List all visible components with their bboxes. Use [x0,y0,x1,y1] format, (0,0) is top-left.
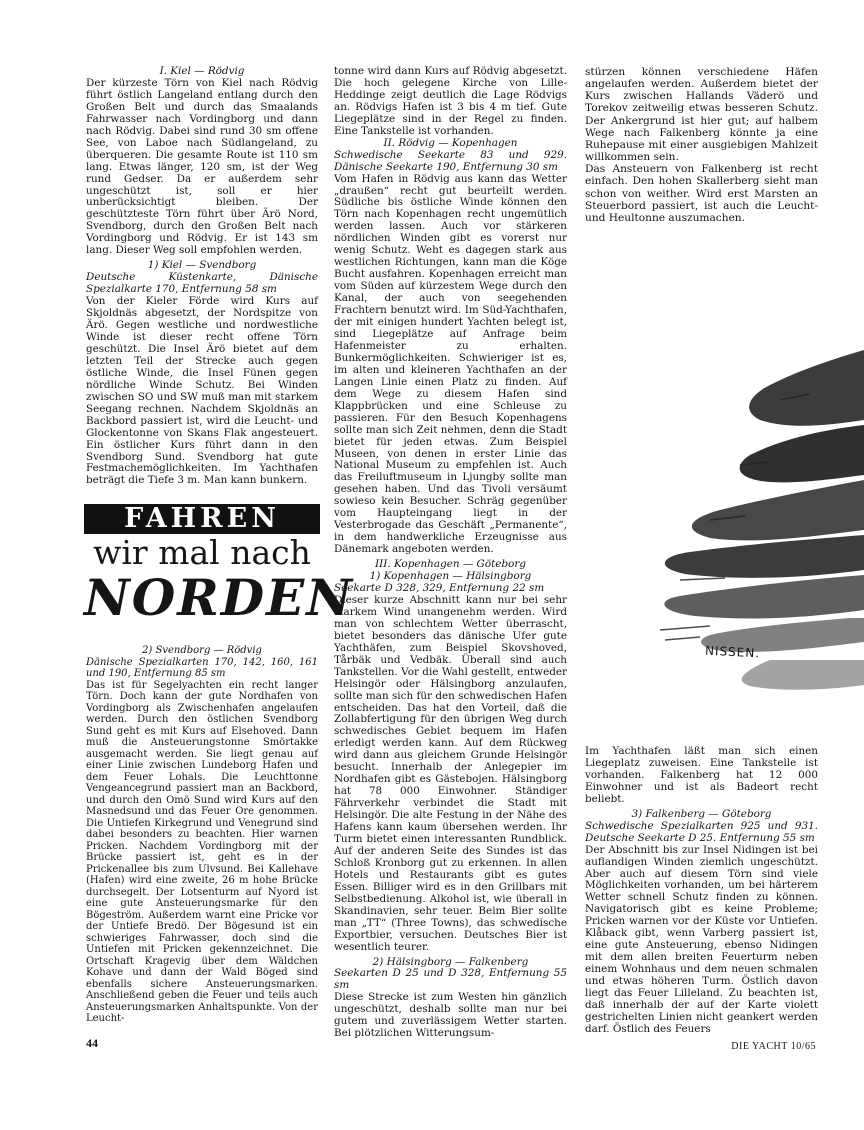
chart-reference: Seekarte D 328, 329, Entfernung 22 sm [334,581,545,594]
title-line-fahren: FAHREN [84,504,320,534]
section-heading: 1) Kiel — Svendborg [147,259,257,272]
magazine-issue: DIE YACHT 10/65 [731,1041,816,1052]
section-body: Das ist für Segelyachten ein recht langer Törn. Doch kann der gute Nordhafen von Vordingborg als Zwischenhafen angelaufen werden. Durch den östlichen Svendborg Sund geht es mit Kurs auf Elsehoved. Dann muß die Ansteuerungstonne Smörtakke ausgemacht werden. Sie liegt genau auf einer Linie zwischen Lundeborg Hafen und dem Feuer Lohals. Die Leuchttonne Vengeancegrund passiert man an Backbord, und durch den Omö Sund wird Kurs auf den Masnedsund und das Feuer Ore genommen. Die Untiefen Kirkegrund und Venegrund sind dabei besonders zu beachten. Hier warnen Pricken. Nachdem Vordingborg mit der Brücke passiert ist, geht es in der Prickenallee bis zum Ulvsund. Bei Kallehave (Hafen) wird eine zweite, 26 m hohe Brücke durchsegelt. Der Lotsenturm auf Nyord ist eine gute Ansteuerungsmarke für den Bögeström. Außerdem warnt eine Pricke vor der Untiefe Bredö. Der Bögesund ist ein schwieriges Fahrwasser, doch sind die Untiefen mit Pricken gekennzeichnet. Die Ortschaft Kragevig über dem Wäldchen Kohave und dann der Wald Böged sind ebenfalls sichere Ansteuerungsmarken. Anschließend geben die Feuer und teils auch Ansteuerungsmarken Anhaltspunkte. Von der Leucht- [86,679,318,1024]
chart-reference: Schwedische Seekarte 83 und 929. Dänische Seekarte 190, Entfernung 30 sm [334,148,567,173]
ink-wash-illustration [650,330,864,735]
title-line-norden: NORDEN [84,568,354,627]
section-heading: 3) Falkenberg — Göteborg [631,807,772,820]
chart-reference: Deutsche Küstenkarte, Dänische Spezialkarte 170, Entfernung 58 sm [86,271,318,296]
text-column-1 [86,66,318,487]
chart-reference: Schwedische Spezialkarten 925 und 931. Deutsche Seekarte D 25. Entfernung 55 sm [585,819,818,844]
section-body: Von der Kieler Förde wird Kurs auf Skjoldnäs abgesetzt, der Nordspitze von Ärö. Gegen westliche und nordwestliche Winde ist dieser recht offene Törn geschützt. Die Insel Ärö bietet auf dem letzten Teil der Strecke auch gegen östliche Winde, die Insel Fünen gegen nördliche Winde Schutz. Bei Winden zwischen SO und SW muß man mit starkem Seegang rechnen. Nachdem Skjoldnäs an Backbord passiert ist, wird die Leucht- und Glockentonne von Skans Flak angesteuert. Ein östlicher Kurs führt dann in den Svendborg Sund. Svendborg hat gute Festmachemöglichkeiten. Im Yachthafen beträgt die Tiefe 3 m. Man kann bunkern. [86,295,318,487]
section-heading: II. Rödvig — Kopenhagen [383,136,518,149]
section-body: Dieser kurze Abschnitt kann nur bei sehr starkem Wind unangenehm werden. Wird man von schlechtem Wetter überrascht, bietet besonders das dänische Ufer gute Yachthäfen, zum Beispiel Skovshoved, Tårbäk und Vedbäk. Überall sind auch Tankstellen. Vor die Wahl gestellt, entweder Helsingör oder Hälsingborg anzulaufen, sollte man sich für den schwedischen Hafen entscheiden. Das hat den Vorteil, daß die Zollabfertigung für den übrigen Weg durch schwedisches Gebiet bequem im Hafen erledigt werden kann. Auf dem Rückweg wird dann aus gleichem Grunde Helsingör besucht. Innerhalb der Anlegepier im Nordhafen gibt es Gästebojen. Hälsingborg hat 78 000 Einwohner. Ständiger Fährverkehr verbindet die Stadt mit Helsingör. Die alte Festung in der Nähe des Hafens kann kaum übersehen werden. Ihr Turm bietet einen interessanten Rundblick. Auf der anderen Seite des Sundes ist das Schloß Kronborg gut zu erkennen. In allen Hotels und Restaurants gibt es gutes Essen. Billiger wird es in den Grillbars mit Selbstbedienung. Alkohol ist, wie überall in Skandinavien, sehr teuer. Beim Bier sollte man „TT“ (Three Towns), das schwedische Exportbier, versuchen. Deutsches Bier ist wesentlich teurer. [334,593,567,953]
section-heading: 2) Hälsingborg — Falkenberg [372,955,529,968]
chart-reference: Dänische Spezialkarten 170, 142, 160, 161 und 190, Entfernung 85 sm [86,656,318,679]
section-body: tonne wird dann Kurs auf Rödvig abgesetzt. Die hoch gelegene Kirche von Lille-Heddinge zeigt deutlich die Lage Rödvigs an. Rödvigs Hafen ist 3 bis 4 m tief. Gute Liegeplätze sind in der Regel zu finden. Eine Tankstelle ist vorhanden. [334,65,567,137]
section-body: stürzen können verschiedene Häfen angelaufen werden. Außerdem bietet der Kurs zwischen Hallands Väderö und Torekov zeitweilig etwas besseren Schutz. Der Ankergrund ist hier gut; auf halbem Wege nach Falkenberg könnte ja eine Ruhepause mit einer ausgiebigen Mahlzeit willkommen sein. [585,66,818,164]
section-heading: III. Kopenhagen — Göteborg [375,558,526,571]
text-column-3-lower [585,746,818,1036]
illustrator-signature: NISSEN. [704,643,761,661]
chart-reference: Seekarten D 25 und D 328, Entfernung 55 sm [334,967,567,992]
section-body: Der kürzeste Törn von Kiel nach Rödvig führt östlich Langeland entlang durch den Großen Belt und durch das Smaalands Fahrwasser nach Vordingborg und dann nach Rödvig. Dabei sind rund 30 sm offene See, von Laboe nach Südlangeland, zu überqueren. Die gesamte Route ist 110 sm lang. Etwas länger, 120 sm, ist der Weg rund Gedser. Da er außerdem sehr ungeschützt ist, soll er hier unberücksichtigt bleiben. Der geschützteste Törn führt über Ärö Nord, Svendborg, durch den Großen Belt nach Vordingborg und Rödvig. Er ist 143 sm lang. Dieser Weg soll empfohlen werden. [86,76,318,257]
section-heading: 2) Svendborg — Rödvig [142,645,262,656]
section-body: Im Yachthafen läßt man sich einen Liegeplatz zuweisen. Eine Tankstelle ist vorhanden. Falkenberg hat 12 000 Einwohner und ist als Badeort recht beliebt. [585,745,818,805]
text-column-2 [334,66,567,1040]
page-number: 44 [86,1036,98,1050]
section-body: Das Ansteuern von Falkenberg ist recht einfach. Den hohen Skallerberg sieht man schon von weither. Wird erst Marsten an Steuerbord passiert, ist auch die Leucht- und Heultonne auszumachen. [585,163,818,224]
section-subheading: 1) Kopenhagen — Hälsingborg [369,570,532,583]
section-heading: I. Kiel — Rödvig [159,65,245,77]
section-body: Vom Hafen in Rödvig aus kann das Wetter „draußen“ recht gut beurteilt werden. Südliche bis östliche Winde können den Törn nach Kopenhagen recht ungemütlich werden lassen. Auch vor stärkeren nördlichen Winden gibt es vorerst nur wenig Schutz. Weht es dagegen stark aus westlichen Richtungen, kann man die Köge Bucht ausfahren. Kopenhagen erreicht man vom Süden auf kürzestem Wege durch den Kanal, der auch von seegehenden Frachtern benutzt wird. Im Süd-Yachthafen, der mit einigen hundert Yachten belegt ist, sind Liegeplätze auf Anfrage beim Hafenmeister zu erhalten. Bunkermöglichkeiten. Schwieriger ist es, im alten und kleineren Yachthafen an der Langen Linie einen Platz zu finden. Auf dem Wege zu diesem Hafen sind Klappbrücken und eine Schleuse zu passieren. Für den Besuch Kopenhagens sollte man sich Zeit nehmen, denn die Stadt bietet für jeden etwas. Zum Beispiel Museen, von denen in erster Linie das National Museum zu empfehlen ist. Auch das Freiluftmuseum in Ljungby sollte man gesehen haben. Und das Tivoli versäumt sowieso kein Besucher. Schräg gegenüber vom Haupteingang liegt in der Vesterbrogade das Geschäft „Permanente“, in dem handwerkliche Erzeugnisse aus Dänemark angeboten werden. [334,172,567,556]
article-title [84,500,354,628]
text-column-3 [585,66,818,224]
text-column-1-lower [86,645,318,1025]
title-line-wir-mal-nach: wir mal nach [93,533,311,572]
section-body: Der Abschnitt bis zur Insel Nidingen ist bei auflandigen Winden ziemlich ungeschützt. Aber auch auf diesem Törn sind viele Möglichkeiten vorhanden, um bei härterem Wetter schnell Schutz finden zu können. Navigatorisch gibt es keine Probleme; Pricken warnen vor der Küste vor Untiefen. Klåback gibt, wenn Varberg passiert ist, eine gute Ansteuerung, ebenso Nidingen mit dem allen breiten Feuerturm neben einem Wohnhaus und dem neuen schmalen und etwas höheren Turm. Östlich davon liegt das Feuer Lilleland. Zu beachten ist, daß innerhalb der auf der Karte violett gestrichelten Linien nicht geankert werden darf. Östlich des Feuers [585,843,818,1035]
section-body: Diese Strecke ist zum Westen hin gänzlich ungeschützt, deshalb sollte man nur bei gutem und zuverlässigem Wetter starten. Bei plötzlichen Witterungsum- [334,991,567,1040]
